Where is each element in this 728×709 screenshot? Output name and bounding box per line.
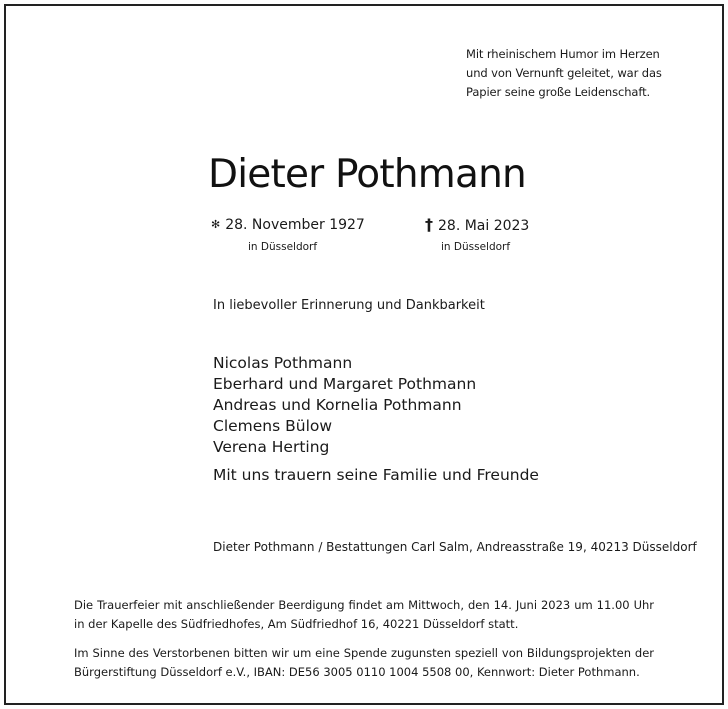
death-cross-icon: †: [425, 215, 433, 234]
birth-date-line: [211, 216, 365, 235]
memory-line: In liebevoller Erinnerung und Dankbarkeit: [213, 298, 485, 313]
mourners-list: [213, 353, 476, 458]
mourner-name: Nicolas Pothmann: [213, 354, 353, 372]
death-date: 28. Mai 2023: [438, 218, 530, 234]
quote-line: Mit rheinischem Humor im Herzen: [466, 47, 660, 61]
mourner-name: Clemens Bülow: [213, 417, 333, 435]
deceased-name: Dieter Pothmann: [208, 152, 526, 197]
quote-line: und von Vernunft geleitet, war das: [466, 66, 662, 80]
death-date-line: [425, 216, 529, 235]
quote-block: [466, 45, 662, 102]
donation-paragraph: Im Sinne des Verstorbenen bitten wir um eine Spende zugunsten speziell von Bildungsprojekten der Bürgerstiftung Düsseldorf e.V., IBAN: DE56 3005 0110 1004 5508 00, Kennwort: Dieter Pothmann.: [74, 646, 654, 679]
mourner-name: Eberhard und Margaret Pothmann: [213, 375, 477, 393]
contact-address: Dieter Pothmann / Bestattungen Carl Salm, Andreasstraße 19, 40213 Düsseldorf: [213, 540, 697, 554]
birth-place: in Düsseldorf: [248, 241, 318, 253]
birth-star-icon: ✻: [211, 218, 221, 231]
mourner-name: Andreas und Kornelia Pothmann: [213, 396, 462, 414]
ceremony-paragraph: Die Trauerfeier mit anschließender Beerdigung findet am Mittwoch, den 14. Juni 2023 um 11.00 Uhr in der Kapelle des Südfriedhofes, Am Südfriedhof 16, 40221 Düsseldorf statt.: [74, 598, 654, 631]
death-place: in Düsseldorf: [441, 241, 511, 253]
family-line: Mit uns trauern seine Familie und Freunde: [213, 466, 539, 484]
birth-date: 28. November 1927: [225, 217, 365, 233]
mourner-name: Verena Herting: [213, 438, 330, 456]
quote-line: Papier seine große Leidenschaft.: [466, 85, 651, 99]
